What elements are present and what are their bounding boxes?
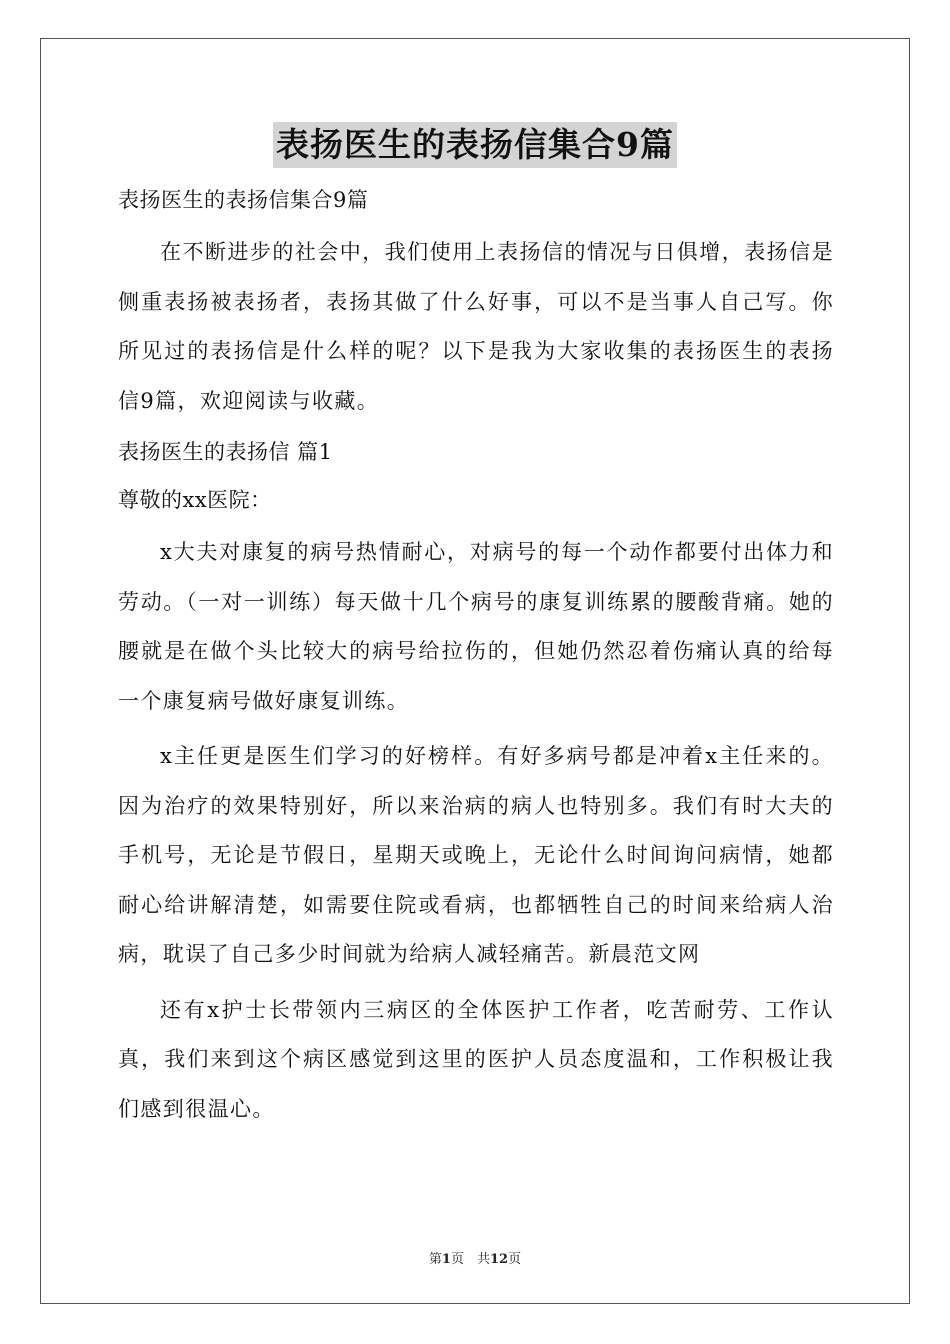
footer-current-page: 1 (441, 1252, 451, 1267)
footer-prefix: 第 (428, 1252, 442, 1267)
footer-suffix: 页 (508, 1252, 522, 1267)
body-paragraph-1: x大夫对康复的病号热情耐心，对病号的每一个动作都要付出体力和劳动。（一对一训练）每天做十几个病号的康复训练累的腰酸背痛。她的腰就是在做个头比较大的病号给拉伤的，但她仍然忍着伤痛认真的给每一个康复病号做好康复训练。 (118, 540, 834, 713)
document-title: 表扬医生的表扬信集合9篇 (273, 122, 677, 168)
document-body (118, 178, 834, 1134)
page-footer (0, 1248, 950, 1267)
body-paragraph-2: x主任更是医生们学习的好榜样。有好多病号都是冲着x主任来的。因为治疗的效果特别好，所以来治病的病人也特别多。我们有时大夫的手机号，无论是节假日，星期天或晚上，无论什么时间询问病情，她都耐心给讲解清楚，如需要住院或看病，也都牺牲自己的时间来给病人治病，耽误了自己多少时间就为给病人减轻痛苦。新晨范文网 (118, 744, 834, 966)
salutation: 尊敬的xx医院： (118, 488, 272, 512)
intro-paragraph: 在不断进步的社会中，我们使用上表扬信的情况与日俱增，表扬信是侧重表扬被表扬者，表扬其做了什么好事，可以不是当事人自己写。你所见过的表扬信是什么样的呢？以下是我为大家收集的表扬医生的表扬信9篇，欢迎阅读与收藏。 (118, 240, 834, 413)
footer-total-pages: 12 (489, 1252, 509, 1267)
footer-mid: 页 共 (450, 1252, 490, 1267)
body-paragraph-3: 还有x护士长带领内三病区的全体医护工作者，吃苦耐劳、工作认真，我们来到这个病区感觉到这里的医护人员态度温和，工作积极让我们感到很温心。 (118, 997, 834, 1121)
title-container (0, 122, 950, 168)
document-subtitle: 表扬医生的表扬信集合9篇 (118, 188, 369, 212)
section-heading: 表扬医生的表扬信 篇1 (118, 440, 333, 464)
